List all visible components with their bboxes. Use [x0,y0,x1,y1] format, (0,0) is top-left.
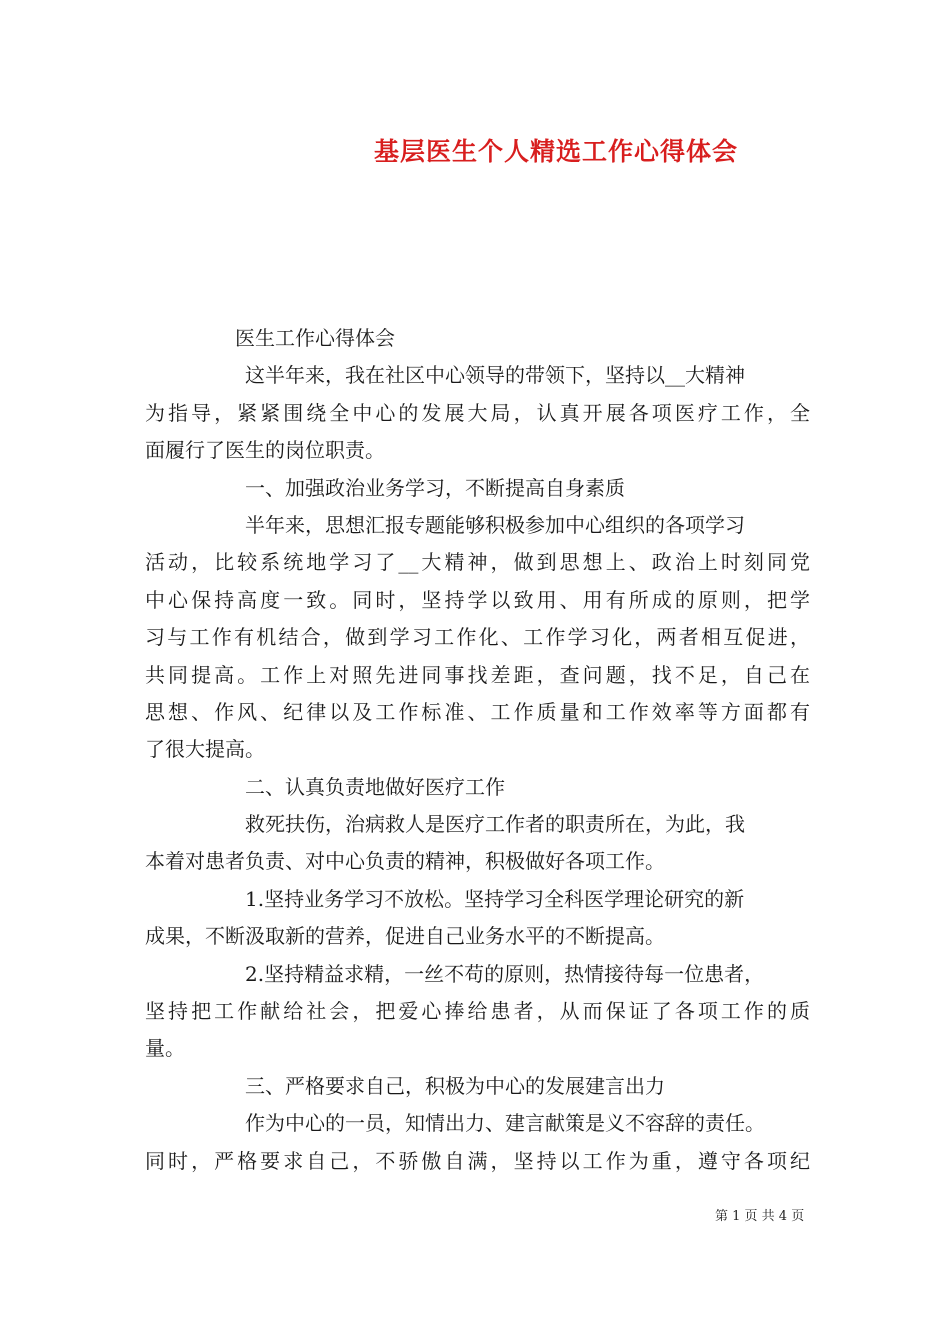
list-item: 2.坚持精益求精，一丝不苟的原则，热情接待每一位患者， [245,961,765,986]
section-heading: 一、加强政治业务学习，不断提高自身素质 [245,475,625,500]
paragraph-line: 习与工作有机结合，做到学习工作化、工作学习化，两者相互促进， [145,625,810,650]
paragraph-line: 成果，不断汲取新的营养，促进自己业务水平的不断提高。 [145,924,665,949]
paragraph-line: 思想、作风、纪律以及工作标准、工作质量和工作效率等方面都有 [145,699,810,724]
document-title: 基层医生个人精选工作心得体会 [374,137,739,166]
paragraph-line: 本着对患者负责、对中心负责的精神，积极做好各项工作。 [145,849,665,874]
section-heading: 医生工作心得体会 [235,326,395,350]
paragraph-line: 活动，比较系统地学习了__大精神，做到思想上、政治上时刻同党 [145,550,810,575]
paragraph-line: 坚持把工作献给社会，把爱心捧给患者，从而保证了各项工作的质 [145,999,810,1024]
paragraph-line: 作为中心的一员，知情出力、建言献策是义不容辞的责任。 [245,1111,765,1136]
paragraph-line: 共同提高。工作上对照先进同事找差距，查问题，找不足，自己在 [145,662,810,687]
section-heading: 二、认真负责地做好医疗工作 [245,774,505,799]
paragraph-line: 半年来，思想汇报专题能够积极参加中心组织的各项学习 [245,512,745,537]
paragraph-line: 为指导，紧紧围绕全中心的发展大局，认真开展各项医疗工作，全 [145,400,810,425]
paragraph-line: 同时，严格要求自己，不骄傲自满，坚持以工作为重，遵守各项纪 [145,1148,810,1173]
paragraph-line: 这半年来，我在社区中心领导的带领下，坚持以__大精神 [245,363,745,388]
paragraph-line: 面履行了医生的岗位职责。 [145,438,385,463]
paragraph-line: 救死扶伤，治病救人是医疗工作者的职责所在，为此，我 [245,812,745,837]
page-footer: 第 1 页 共 4 页 [715,1209,805,1224]
paragraph-line: 量。 [145,1036,185,1061]
paragraph-line: 中心保持高度一致。同时，坚持学以致用、用有所成的原则，把学 [145,587,810,612]
list-item: 1.坚持业务学习不放松。坚持学习全科医学理论研究的新 [245,886,745,911]
document-body [145,320,810,1180]
paragraph-line: 了很大提高。 [145,737,265,762]
section-heading: 三、严格要求自己，积极为中心的发展建言出力 [245,1073,665,1098]
